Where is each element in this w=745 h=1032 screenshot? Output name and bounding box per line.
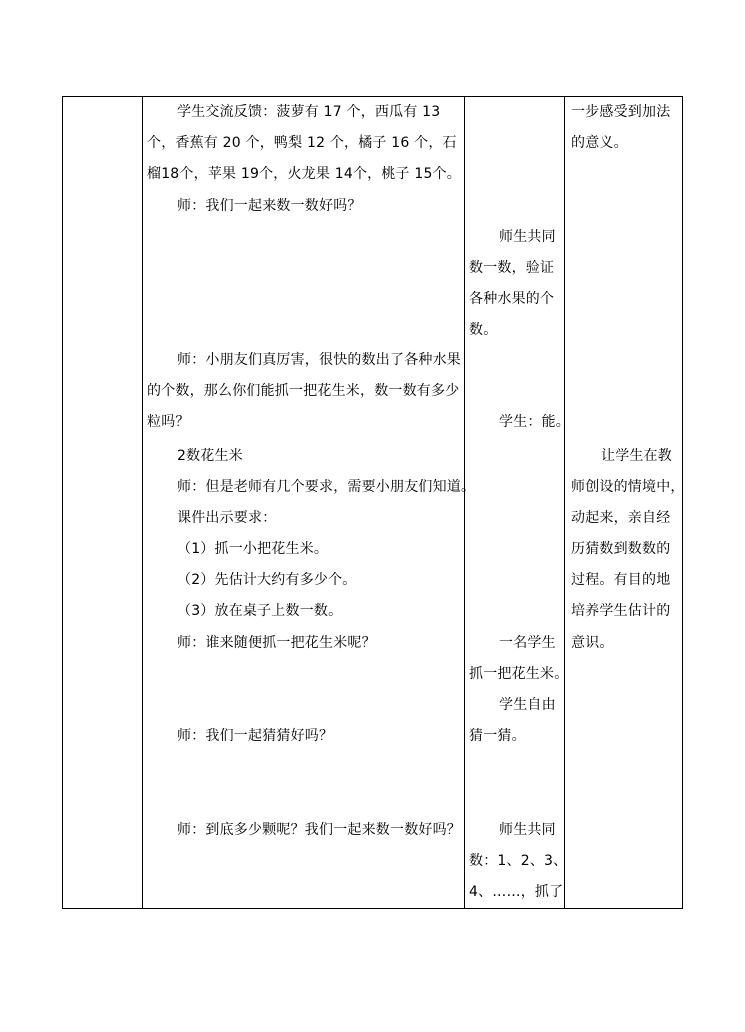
text-line: 各种水果的个 [469, 291, 555, 307]
text-line: 学生自由 [499, 697, 556, 713]
text-line: 历猜数到数数的 [571, 541, 671, 557]
table-row [63, 97, 683, 909]
text-line: 一步感受到加法 [571, 104, 671, 120]
text-line: 师生共同 [499, 229, 556, 245]
text-line: 数：1、2、3、 [469, 853, 568, 869]
teaching-process-cell [143, 97, 476, 909]
section-heading: 2数花生米 [177, 448, 243, 464]
text-line: 学生：能。 [499, 414, 570, 430]
text-line: 4、……，抓了 [469, 884, 564, 900]
text-line: 猜一猜。 [469, 728, 526, 744]
text-line: 培养学生估计的 [571, 603, 671, 619]
text-line: 一名学生 [499, 635, 556, 651]
text-line: 师：我们一起猜猜好吗？ [177, 728, 334, 744]
lesson-plan-table [62, 96, 683, 909]
text-line: （2）先估计大约有多少个。 [177, 572, 357, 588]
stage-cell [63, 97, 143, 909]
text-line: 师：到底多少颗呢？我们一起来数一数好吗？ [177, 822, 461, 838]
text-line: 意识。 [571, 635, 614, 651]
text-line: 数一数，验证 [469, 260, 555, 276]
text-line: 师：小朋友们真厉害，很快的数出了各种水果 [177, 352, 461, 368]
text-line: 让学生在教 [601, 448, 672, 464]
text-line: 师：谁来随便抓一把花生米呢？ [177, 635, 376, 651]
design-intent-cell [565, 97, 683, 909]
text-line: 课件出示要求： [177, 510, 277, 526]
text-line: 师：我们一起来数一数好吗？ [177, 198, 362, 214]
text-line: 师：但是老师有几个要求，需要小朋友们知道。 [177, 479, 476, 495]
text-line: 师生共同 [499, 822, 556, 838]
text-line: 榴18个，苹果 19个，火龙果 14个，桃子 15个。 [147, 166, 462, 182]
text-line: 数。 [469, 322, 498, 338]
text-line: （3）放在桌子上数一数。 [177, 603, 343, 619]
text-line: 的意义。 [571, 135, 628, 151]
text-line: 学生交流反馈：菠萝有 17 个，西瓜有 13 [177, 104, 441, 120]
student-activity-cell [465, 97, 570, 909]
text-line: 过程。有目的地 [571, 572, 671, 588]
text-line: （1）抓一小把花生米。 [177, 541, 329, 557]
text-line: 粒吗？ [147, 414, 190, 430]
text-line: 动起来，亲自经 [571, 510, 671, 526]
text-line: 师创设的情境中， [571, 479, 685, 495]
text-line: 抓一把花生米。 [469, 666, 569, 682]
text-line: 个，香蕉有 20 个，鸭梨 12 个，橘子 16 个，石 [147, 135, 457, 151]
text-line: 的个数，那么你们能抓一把花生米，数一数有多少 [147, 383, 460, 399]
